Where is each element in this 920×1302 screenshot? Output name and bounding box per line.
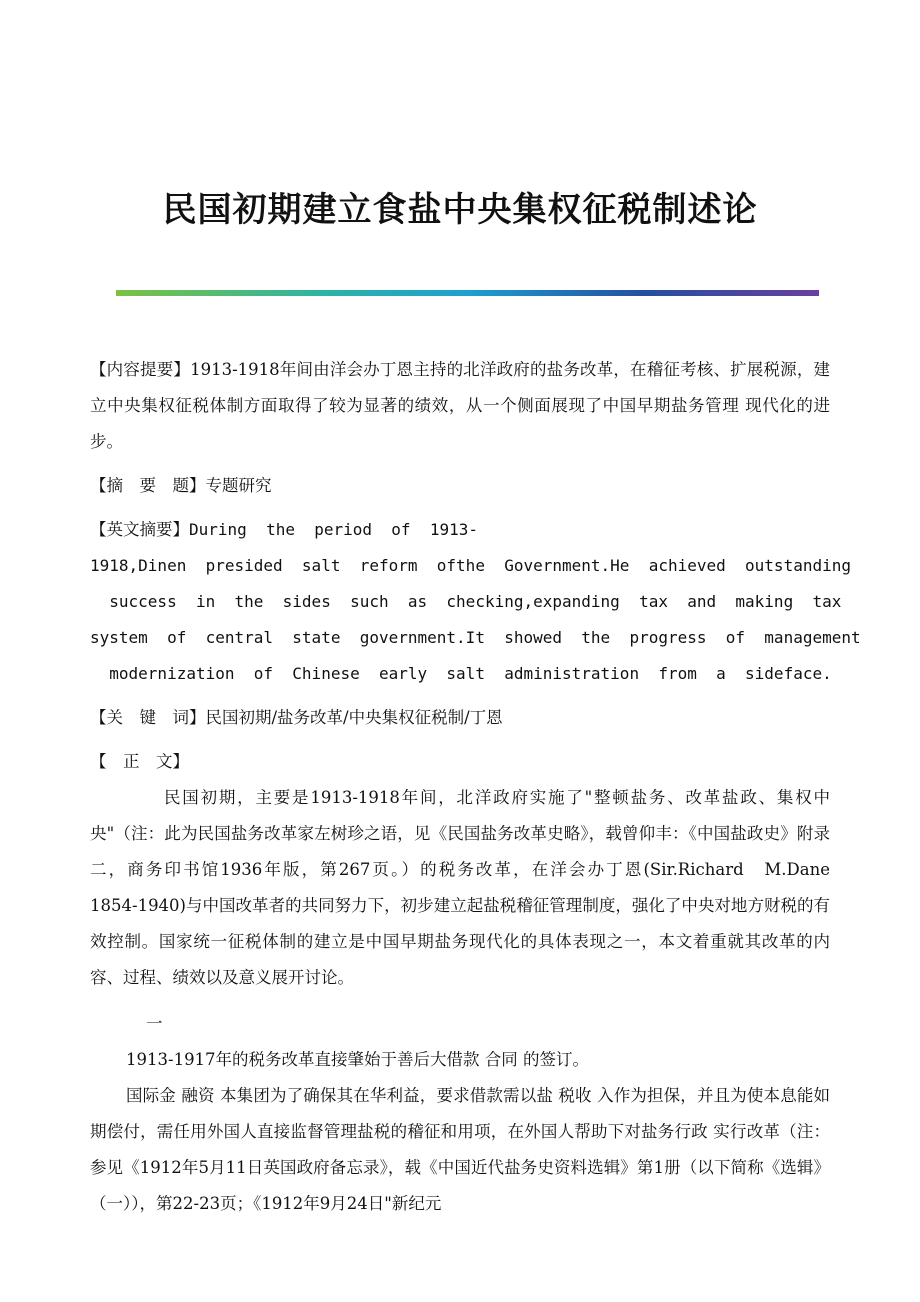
title-divider: [116, 290, 819, 296]
category-label: 【摘 要 题】: [90, 476, 206, 495]
body-paragraph: 1913-1917年的税务改革直接肇始于善后大借款 合同 的签订。: [126, 1050, 590, 1069]
body-paragraph: 国际金 融资 本集团为了确保其在华利益，要求借款需以盐 税收 入作为担保，并且为使本息能如期偿付，需任用外国人直接监督管理盐税的稽征和用项，在外国人帮助下对盐务行政 实行改革（注：参见《1912年5月11日英国政府备忘录》，载《中国近代盐务史资料选辑》第1册（以下简称《选辑》（一）），第22-23页；《1912年9月24日"新纪元: [90, 1086, 830, 1213]
english-abstract: [90, 512, 861, 692]
english-abstract-line: modernization of Chinese early salt administration from a sideface.: [90, 664, 832, 683]
category-paragraph: [90, 468, 830, 504]
english-abstract-line: During the period of 1913-: [189, 520, 478, 539]
keywords-text: 民国初期/盐务改革/中央集权征税制/丁恩: [205, 708, 503, 727]
keywords-label: 【关 键 词】: [90, 708, 206, 727]
abstract-text: 1913-1918年间由洋会办丁恩主持的北洋政府的盐务改革，在稽征考核、扩展税源，建立中央集权征税体制方面取得了较为显著的绩效，从一个侧面展现了中国早期盐务管理 现代化的进步。: [90, 360, 831, 451]
english-abstract-label: 【英文摘要】: [90, 520, 189, 539]
english-abstract-line: 1918,Dinen presided salt reform ofthe Government.He achieved outstanding: [90, 556, 851, 575]
abstract-label: 【内容提要】: [90, 360, 191, 379]
document-title: 民国初期建立食盐中央集权征税制述论: [162, 190, 758, 230]
category-text: 专题研究: [205, 476, 272, 495]
body-label: 【 正 文】: [90, 752, 189, 771]
english-abstract-line: system of central state government.It showed the progress of management: [90, 628, 861, 647]
keywords-paragraph: [90, 700, 830, 736]
section-heading: 一: [146, 1014, 163, 1033]
abstract-paragraph: [90, 352, 830, 460]
body-paragraph: 民国初期，主要是1913-1918年间，北洋政府实施了"整顿盐务、改革盐政、集权中央"（注：此为民国盐务改革家左树珍之语，见《民国盐务改革史略》，载曾仰丰：《中国盐政史》附录二，商务印书馆1936年版，第267页。）的税务改革，在洋会办丁恩(Sir.Richard M.Dane 1854-1940)与中国改革者的共同努力下，初步建立起盐税稽征管理制度，强化了中央对地方财税的有效控制。国家统一征税体制的建立是中国早期盐务现代化的具体表现之一，本文着重就其改革的内容、过程、绩效以及意义展开讨论。: [90, 788, 847, 987]
document-body: [90, 352, 861, 1222]
english-abstract-line: success in the sides such as checking,expanding tax and making tax: [90, 592, 842, 611]
